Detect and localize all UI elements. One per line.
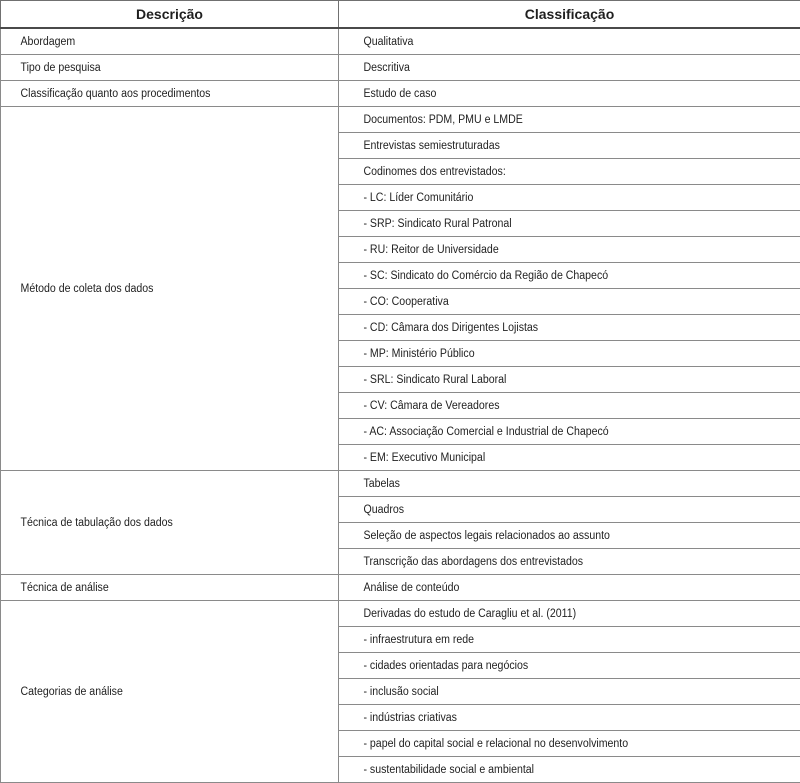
table-row: [1, 81, 800, 107]
classificacao-cell: - CV: Câmara de Vereadores: [357, 393, 782, 419]
classificacao-cell: - CD: Câmara dos Dirigentes Lojistas: [357, 315, 782, 341]
table-row: [1, 107, 800, 133]
classificacao-cell: - inclusão social: [357, 679, 782, 705]
descricao-cell: Técnica de análise: [14, 575, 325, 601]
header-row: [1, 1, 800, 29]
classificacao-cell: Codinomes dos entrevistados:: [357, 159, 782, 185]
classificacao-cell: - RU: Reitor de Universidade: [357, 237, 782, 263]
classificacao-cell: Entrevistas semiestruturadas: [357, 133, 782, 159]
table-row: [1, 55, 800, 81]
classificacao-cell: Transcrição das abordagens dos entrevistados: [357, 549, 782, 575]
classificacao-cell: Qualitativa: [357, 28, 782, 55]
table-row: [1, 601, 800, 627]
table-header: [1, 1, 800, 29]
descricao-cell: Técnica de tabulação dos dados: [14, 471, 325, 575]
descricao-cell: Abordagem: [14, 28, 325, 55]
classificacao-cell: - sustentabilidade social e ambiental: [357, 757, 782, 783]
classificacao-cell: - MP: Ministério Público: [357, 341, 782, 367]
classificacao-cell: Descritiva: [357, 55, 782, 81]
header-descricao: Descrição: [1, 1, 339, 29]
classificacao-cell: - SRL: Sindicato Rural Laboral: [357, 367, 782, 393]
table-body: [1, 28, 800, 783]
classificacao-cell: - SC: Sindicato do Comércio da Região de Chapecó: [357, 263, 782, 289]
classificacao-cell: - SRP: Sindicato Rural Patronal: [357, 211, 782, 237]
classificacao-cell: Tabelas: [357, 471, 782, 497]
descricao-cell: Classificação quanto aos procedimentos: [14, 81, 325, 107]
header-classificacao: Classificação: [339, 1, 800, 29]
descricao-cell: Categorias de análise: [14, 601, 325, 783]
table-row: [1, 471, 800, 497]
classificacao-cell: Estudo de caso: [357, 81, 782, 107]
classificacao-cell: - CO: Cooperativa: [357, 289, 782, 315]
classificacao-cell: - EM: Executivo Municipal: [357, 445, 782, 471]
descricao-cell: Método de coleta dos dados: [14, 107, 325, 471]
classificacao-cell: Quadros: [357, 497, 782, 523]
classificacao-cell: - indústrias criativas: [357, 705, 782, 731]
classificacao-cell: Documentos: PDM, PMU e LMDE: [357, 107, 782, 133]
classificacao-cell: - LC: Líder Comunitário: [357, 185, 782, 211]
classificacao-cell: - cidades orientadas para negócios: [357, 653, 782, 679]
classificacao-cell: Seleção de aspectos legais relacionados ao assunto: [357, 523, 782, 549]
table-row: [1, 575, 800, 601]
classificacao-cell: - infraestrutura em rede: [357, 627, 782, 653]
classificacao-cell: - AC: Associação Comercial e Industrial de Chapecó: [357, 419, 782, 445]
table-row: [1, 28, 800, 55]
classificacao-cell: Derivadas do estudo de Caragliu et al. (2011): [357, 601, 782, 627]
classificacao-cell: - papel do capital social e relacional no desenvolvimento: [357, 731, 782, 757]
classificacao-cell: Análise de conteúdo: [357, 575, 782, 601]
descricao-cell: Tipo de pesquisa: [14, 55, 325, 81]
